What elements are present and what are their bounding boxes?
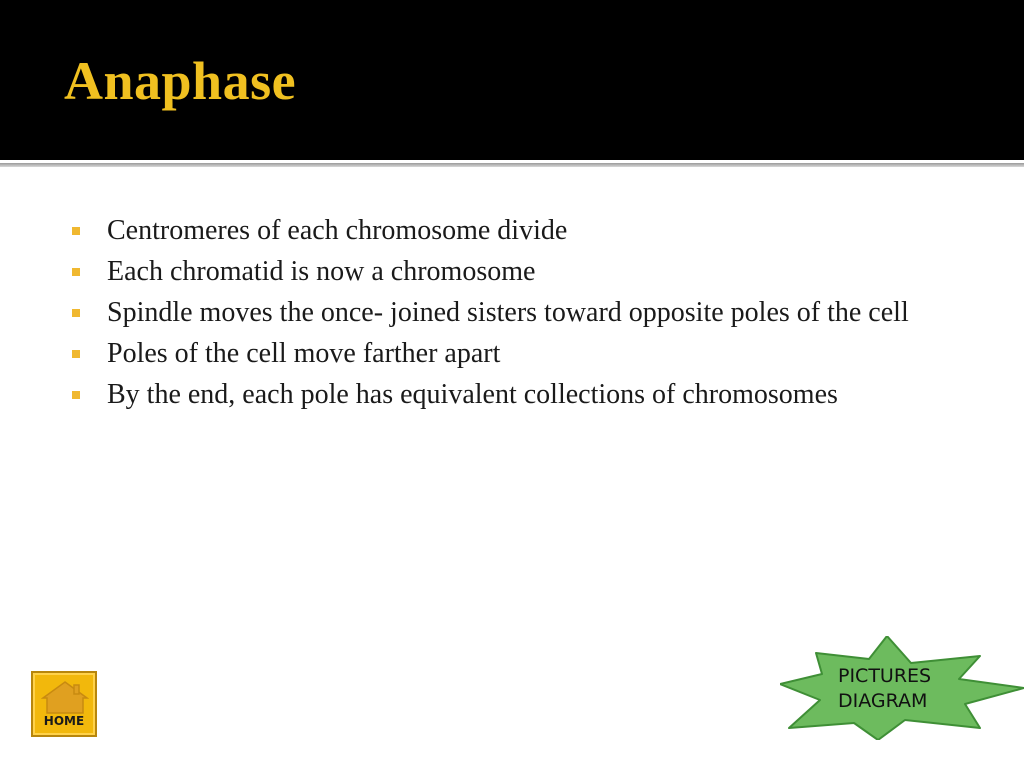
diagram-link[interactable]: DIAGRAM bbox=[838, 690, 928, 712]
bullet-text: Spindle moves the once- joined sisters toward opposite poles of the cell bbox=[107, 297, 909, 328]
bullet-marker-icon bbox=[72, 391, 80, 399]
starburst-links bbox=[838, 664, 931, 714]
bullet-text: By the end, each pole has equivalent collections of chromosomes bbox=[107, 379, 838, 410]
bullet-marker-icon bbox=[72, 268, 80, 276]
bullet-marker-icon bbox=[72, 309, 80, 317]
title-divider bbox=[0, 163, 1024, 167]
bullet-item bbox=[72, 210, 952, 251]
bullet-list bbox=[72, 210, 952, 415]
bullet-text: Poles of the cell move farther apart bbox=[107, 338, 501, 369]
bullet-item bbox=[72, 333, 952, 374]
bullet-marker-icon bbox=[72, 350, 80, 358]
bullet-item bbox=[72, 251, 952, 292]
house-icon bbox=[41, 680, 89, 714]
home-label: HOME bbox=[43, 714, 85, 728]
bullet-item bbox=[72, 292, 952, 333]
bullet-text: Centromeres of each chromosome divide bbox=[107, 215, 568, 246]
bullet-marker-icon bbox=[72, 227, 80, 235]
home-button[interactable] bbox=[31, 671, 97, 737]
title-bar bbox=[0, 0, 1024, 160]
pictures-link[interactable]: PICTURES bbox=[838, 665, 932, 687]
bullet-text: Each chromatid is now a chromosome bbox=[107, 256, 536, 287]
slide-title: Anaphase bbox=[64, 51, 297, 111]
bullet-item bbox=[72, 374, 952, 415]
